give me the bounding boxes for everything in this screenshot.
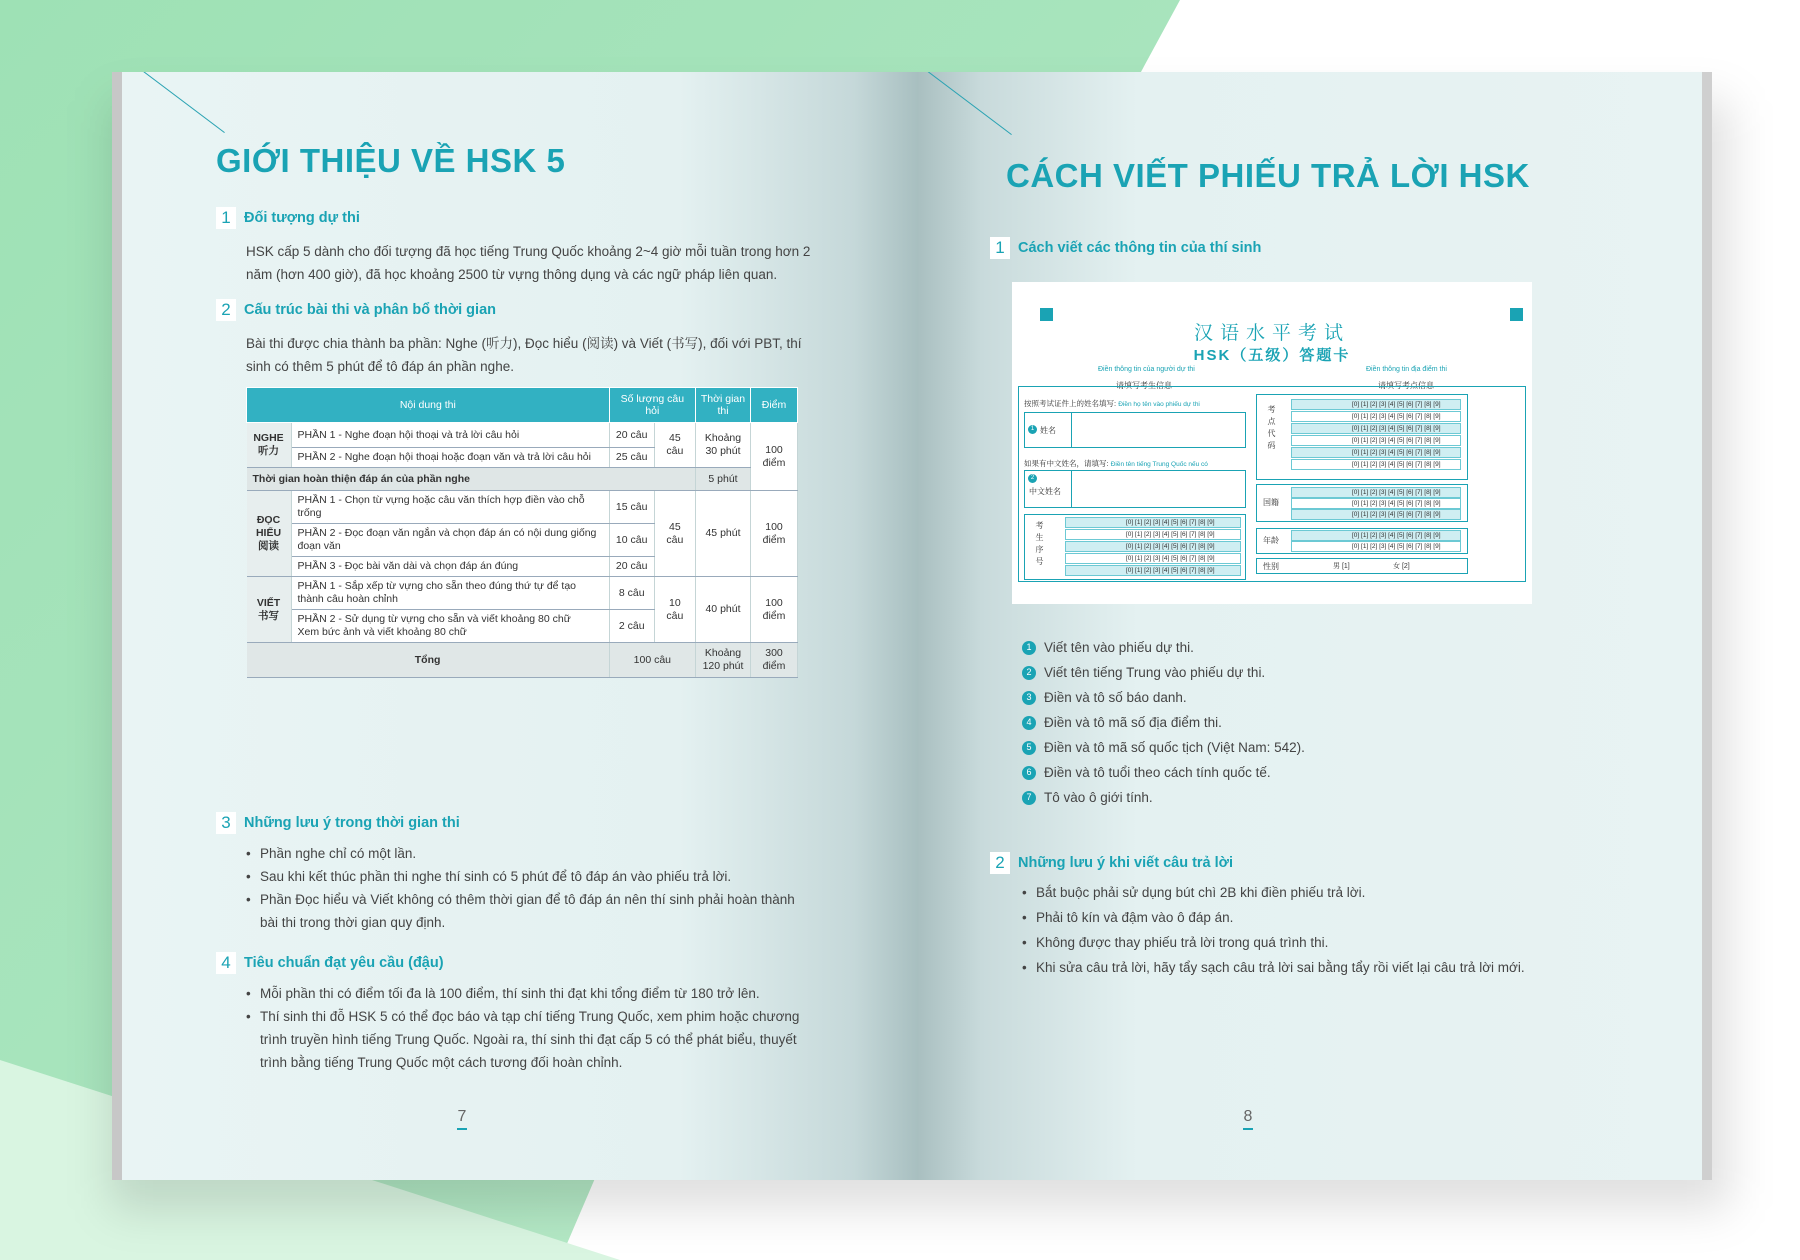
prompt-hint: Điền tên tiếng Trung Quốc nếu có: [1110, 461, 1208, 468]
box-label: 考点代码: [1267, 405, 1276, 453]
digit-row: [0] [1] [2] [3] [4] [5] [6] [7] [8] [9]: [1065, 541, 1241, 552]
section-label: Cách viết các thông tin của thí sinh: [1018, 240, 1262, 256]
section-label: Những lưu ý trong thời gian thi: [244, 815, 460, 831]
cell: 20 câu: [609, 423, 654, 448]
digit-row: [0] [1] [2] [3] [4] [5] [6] [7] [8] [9]: [1291, 423, 1461, 434]
section-label: Đối tượng dự thi: [244, 210, 360, 226]
box-label: 中文姓名: [1029, 487, 1061, 496]
page-number: [1228, 1108, 1268, 1130]
gender-female: 女 [2]: [1393, 563, 1410, 570]
digit-row: [0] [1] [2] [3] [4] [5] [6] [7] [8] [9]: [1065, 517, 1241, 528]
digit-row: [0] [1] [2] [3] [4] [5] [6] [7] [8] [9]: [1065, 565, 1241, 576]
cell: 10 câu: [654, 577, 695, 643]
section-heading: [990, 237, 1261, 259]
section-number: 1: [216, 207, 236, 229]
cell: 100 điểm: [751, 423, 798, 491]
step-text: Điền và tô mã số địa điểm thi.: [1044, 715, 1222, 730]
list-item: [1022, 735, 1622, 760]
cell: Tổng: [247, 643, 610, 678]
section-heading: [216, 812, 460, 834]
cell: 10 câu: [609, 524, 654, 557]
table-header-row: [247, 388, 798, 423]
table-row: [247, 577, 798, 610]
box-label: 国籍: [1263, 498, 1279, 507]
digit-row: [0] [1] [2] [3] [4] [5] [6] [7] [8] [9]: [1291, 541, 1461, 552]
prompt-text: 按照考试证件上的姓名填写:: [1024, 399, 1117, 408]
card-subtitle: HSK（五级）答题卡: [1193, 347, 1351, 364]
page-title: CÁCH VIẾT PHIẾU TRẢ LỜI HSK: [1006, 157, 1530, 194]
list-item: • Mỗi phần thi có điểm tối đa là 100 điểm, thí sinh thi đạt khi tổng điểm từ 180 trở lên.: [246, 982, 816, 1005]
step-text: Điền và tô mã số quốc tịch (Việt Nam: 542).: [1044, 740, 1305, 755]
cell: Khoảng 120 phút: [696, 643, 751, 678]
cell: PHẦN 2 - Sử dụng từ vựng cho sẵn và viết khoảng 80 chữ Xem bức ảnh và viết khoảng 80 chữ: [291, 610, 609, 643]
cell: PHẦN 2 - Nghe đoạn hội thoại hoặc đoạn văn và trả lời câu hỏi: [291, 448, 609, 468]
step-text: Điền và tô số báo danh.: [1044, 690, 1187, 705]
step-number-icon: 2: [1022, 666, 1036, 680]
digit-row: [0] [1] [2] [3] [4] [5] [6] [7] [8] [9]: [1291, 487, 1461, 498]
bullet-list: [1022, 880, 1642, 980]
section-heading: [990, 852, 1233, 874]
col-header: Nội dung thi: [247, 388, 610, 423]
section-label: Cấu trúc bài thi và phân bổ thời gian: [244, 302, 496, 318]
cell: PHẦN 2 - Đọc đoạn văn ngắn và chọn đáp án có nội dung giống đoạn văn: [291, 524, 609, 557]
col-header: Số lượng câu hỏi: [609, 388, 695, 423]
step-number-icon: 5: [1022, 741, 1036, 755]
card-note: Điền thông tin của người dự thi: [1098, 366, 1195, 373]
paragraph: HSK cấp 5 dành cho đối tượng đã học tiếng Trung Quốc khoảng 2~4 giờ mỗi tuần trong hơn 2 năm (hơn 400 giờ), đã học khoảng 2500 từ vựng thông dụng và các ngữ pháp liên quan.: [246, 244, 811, 282]
list-item: • Không được thay phiếu trả lời trong quá trình thi.: [1022, 930, 1642, 955]
box-label: 年龄: [1263, 536, 1279, 545]
step-number-icon: 3: [1022, 691, 1036, 705]
list-item: [1022, 785, 1622, 810]
cell: 100 câu: [609, 643, 695, 678]
gender-male: 男 [1]: [1333, 563, 1350, 570]
digit-row: [0] [1] [2] [3] [4] [5] [6] [7] [8] [9]: [1291, 459, 1461, 470]
cell: 15 câu: [609, 491, 654, 524]
paragraph: Bài thi được chia thành ba phần: Nghe (听力), Đọc hiểu (阅读) và Viết (书写), đối với PBT, thí sinh có thêm 5 phút để tô đáp án phần nghe.: [246, 336, 802, 374]
cell: 5 phút: [696, 468, 751, 491]
step-text: Viết tên tiếng Trung vào phiếu dự thi.: [1044, 665, 1266, 680]
list-item: • Bắt buộc phải sử dụng bút chì 2B khi điền phiếu trả lời.: [1022, 880, 1642, 905]
page-number-underline: [457, 1128, 467, 1130]
page-right: [918, 72, 1712, 1180]
page-number-text: 8: [1243, 1108, 1253, 1125]
list-item: • Sau khi kết thúc phần thi nghe thí sinh có 5 phút để tô đáp án vào phiếu trả lời.: [246, 865, 816, 888]
bullet-list: [246, 982, 816, 1074]
exam-structure-table: [246, 387, 798, 678]
list-item: [1022, 635, 1622, 660]
digit-row: [0] [1] [2] [3] [4] [5] [6] [7] [8] [9]: [1291, 399, 1461, 410]
cell: 45 câu: [654, 491, 695, 577]
cell: 40 phút: [696, 577, 751, 643]
list-item: • Phần Đọc hiểu và Viết không có thêm thời gian để tô đáp án nên thí sinh phải hoàn thành bài thi trong thời gian quy định.: [246, 888, 816, 934]
corner-line: [923, 72, 1012, 135]
section-number: 3: [216, 812, 236, 834]
page-left: [112, 72, 918, 1180]
list-item: [1022, 685, 1622, 710]
cell: PHẦN 1 - Chọn từ vựng hoặc câu văn thích hợp điền vào chỗ trống: [291, 491, 609, 524]
cell: 100 điểm: [751, 577, 798, 643]
step-text: Viết tên vào phiếu dự thi.: [1044, 640, 1194, 655]
card-number-icon: 1: [1028, 425, 1037, 434]
card-title: 汉语水平考试: [1193, 323, 1350, 344]
group-cell: ĐỌC HIỂU 阅读: [247, 491, 292, 577]
section-number: 2: [216, 299, 236, 321]
cell: Khoảng 30 phút: [696, 423, 751, 468]
corner-line: [136, 72, 225, 133]
step-text: Điền và tô tuổi theo cách tính quốc tế.: [1044, 765, 1271, 780]
cell: 300 điểm: [751, 643, 798, 678]
cell: 2 câu: [609, 610, 654, 643]
card-number-icon: 2: [1028, 474, 1037, 483]
digit-row: [0] [1] [2] [3] [4] [5] [6] [7] [8] [9]: [1291, 435, 1461, 446]
cell: 20 câu: [609, 557, 654, 577]
box-label: 姓名: [1040, 426, 1056, 435]
box-label: 考生序号: [1035, 521, 1044, 569]
section-heading: [216, 299, 496, 321]
section-number: 2: [990, 852, 1010, 874]
section-number: 4: [216, 952, 236, 974]
list-item: [1022, 710, 1622, 735]
answer-card-image: [1012, 282, 1532, 604]
list-item: [1022, 760, 1622, 785]
cell: PHẦN 1 - Nghe đoạn hội thoại và trả lời câu hỏi: [291, 423, 609, 448]
digit-row: [0] [1] [2] [3] [4] [5] [6] [7] [8] [9]: [1065, 529, 1241, 540]
list-item: • Khi sửa câu trả lời, hãy tẩy sạch câu trả lời sai bằng tẩy rồi viết lại câu trả lời mới.: [1022, 955, 1642, 980]
page-number-text: 7: [457, 1108, 467, 1125]
page-number-underline: [1243, 1128, 1253, 1130]
digit-row: [0] [1] [2] [3] [4] [5] [6] [7] [8] [9]: [1291, 447, 1461, 458]
step-number-icon: 1: [1022, 641, 1036, 655]
list-item: • Thí sinh thi đỗ HSK 5 có thể đọc báo và tạp chí tiếng Trung Quốc, xem phim hoặc chương trình truyền hình tiếng Trung Quốc. Ngoài ra, thí sinh thi đạt cấp 5 có thể phát biểu, thuyết trình bằng tiếng Trung Quốc một cách tương đối hoàn chỉnh.: [246, 1005, 816, 1074]
table-total-row: [247, 643, 798, 678]
cell: 45 câu: [654, 423, 695, 468]
prompt-text: 如果有中文姓名，请填写:: [1024, 459, 1109, 468]
cell: Thời gian hoàn thiện đáp án của phần nghe: [247, 468, 696, 491]
cell: 25 câu: [609, 448, 654, 468]
open-book: [112, 72, 1712, 1180]
digit-row: [0] [1] [2] [3] [4] [5] [6] [7] [8] [9]: [1291, 411, 1461, 422]
table-row: [247, 491, 798, 524]
list-item: • Phần nghe chỉ có một lần.: [246, 842, 816, 865]
table-row: [247, 468, 798, 491]
section-heading: [216, 207, 360, 229]
page-title: GIỚI THIỆU VỀ HSK 5: [216, 142, 566, 179]
prompt-hint: Điền họ tên vào phiếu dự thi: [1118, 401, 1200, 408]
group-cell: NGHE 听力: [247, 423, 292, 468]
table-row: [247, 423, 798, 448]
section-number: 1: [990, 237, 1010, 259]
section-label: Tiêu chuẩn đạt yêu cầu (đậu): [244, 955, 444, 971]
card-note: Điền thông tin địa điểm thi: [1366, 366, 1447, 373]
step-number-icon: 7: [1022, 791, 1036, 805]
step-number-icon: 4: [1022, 716, 1036, 730]
cell: 8 câu: [609, 577, 654, 610]
list-item: • Phải tô kín và đậm vào ô đáp án.: [1022, 905, 1642, 930]
cell: 45 phút: [696, 491, 751, 577]
col-header: Điểm: [751, 388, 798, 423]
section-heading: [216, 952, 444, 974]
digit-row: [0] [1] [2] [3] [4] [5] [6] [7] [8] [9]: [1291, 509, 1461, 520]
cell: PHẦN 1 - Sắp xếp từ vựng cho sẵn theo đúng thứ tự để tạo thành câu hoàn chỉnh: [291, 577, 609, 610]
cell: 100 điểm: [751, 491, 798, 577]
bullet-list: [246, 842, 816, 934]
step-text: Tô vào ô giới tính.: [1044, 790, 1153, 805]
step-list: [1022, 635, 1622, 810]
step-number-icon: 6: [1022, 766, 1036, 780]
digit-row: [0] [1] [2] [3] [4] [5] [6] [7] [8] [9]: [1291, 530, 1461, 541]
box-label: 性别: [1263, 562, 1279, 571]
list-item: [1022, 660, 1622, 685]
page-number: [442, 1108, 482, 1130]
group-cell: VIẾT 书写: [247, 577, 292, 643]
card-outer-frame: [1018, 386, 1526, 582]
digit-row: [0] [1] [2] [3] [4] [5] [6] [7] [8] [9]: [1291, 498, 1461, 509]
digit-row: [0] [1] [2] [3] [4] [5] [6] [7] [8] [9]: [1065, 553, 1241, 564]
section-label: Những lưu ý khi viết câu trả lời: [1018, 855, 1234, 871]
col-header: Thời gian thi: [696, 388, 751, 423]
cell: PHẦN 3 - Đọc bài văn dài và chọn đáp án đúng: [291, 557, 609, 577]
